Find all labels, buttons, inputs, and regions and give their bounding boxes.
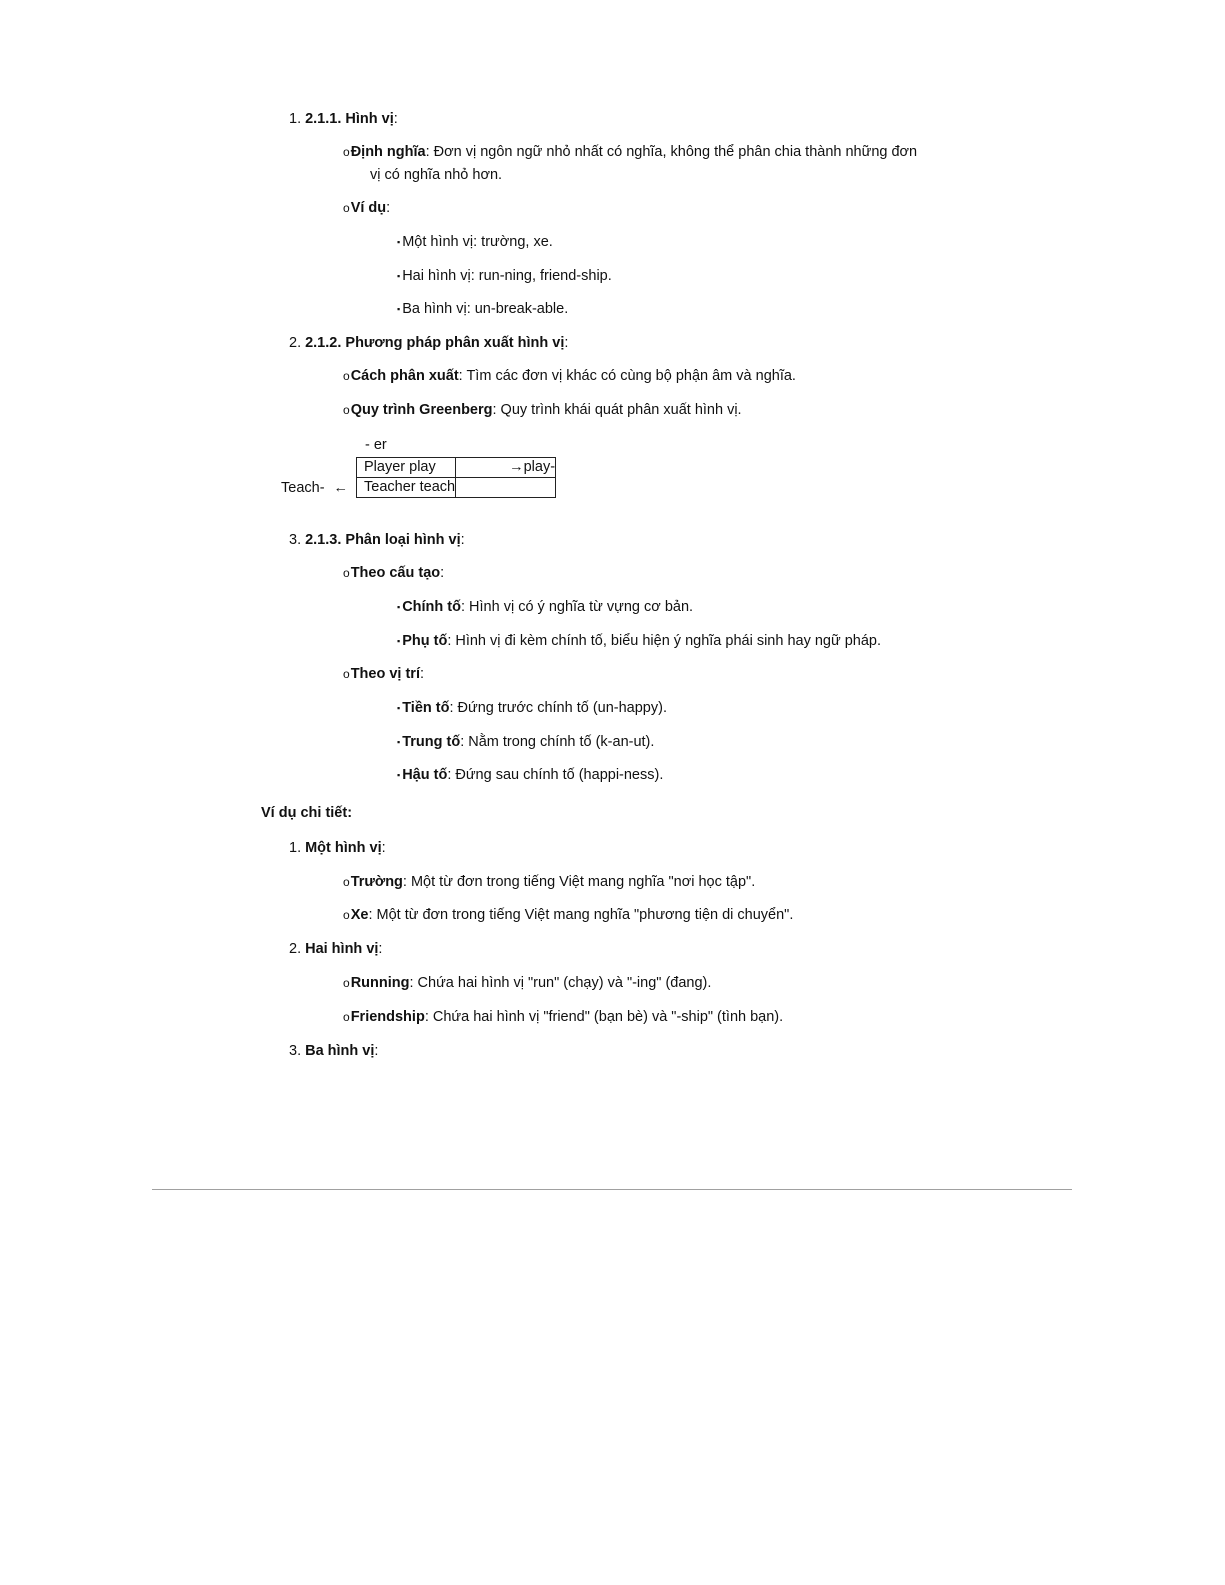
three-morphemes-heading: 3. Ba hình vị: <box>289 1043 379 1059</box>
position-category: oTheo vị trí: <box>343 666 425 682</box>
example-running: oRunning: Chứa hai hình vị "run" (chạy) và "-ing" (đang). <box>343 975 712 991</box>
section-heading-2-1-3: 3. 2.1.3. Phân loại hình vị: <box>289 532 465 548</box>
morpheme-diagram-table <box>356 457 556 498</box>
definition-continuation: vị có nghĩa nhỏ hơn. <box>370 167 503 183</box>
table-cell-word: Player play <box>357 458 456 478</box>
example-item-three: ▪ Ba hình vị: un-break-able. <box>397 301 569 317</box>
right-arrow-icon: → <box>509 459 524 475</box>
definition-item: oĐịnh nghĩa: Đơn vị ngôn ngữ nhỏ nhất có nghĩa, không thể phân chia thành những đơn <box>343 144 918 160</box>
example-item-one: ▪ Một hình vị: trường, xe. <box>397 234 553 250</box>
section-heading-2-1-2: 2. 2.1.2. Phương pháp phân xuất hình vị: <box>289 335 569 351</box>
table-row <box>357 478 556 498</box>
example-friendship: oFriendship: Chứa hai hình vị "friend" (bạn bè) và "-ship" (tình bạn). <box>343 1009 784 1025</box>
suffix-item: ▪ Hậu tố: Đứng sau chính tố (happi-ness). <box>397 767 664 783</box>
table-cell-output: →play- <box>456 458 556 478</box>
affix-item: ▪ Phụ tố: Hình vị đi kèm chính tố, biểu hiện ý nghĩa phái sinh hay ngữ pháp. <box>397 633 882 649</box>
greenberg-item: oQuy trình Greenberg: Quy trình khái quát phân xuất hình vị. <box>343 402 742 418</box>
prefix-item: ▪ Tiền tố: Đứng trước chính tố (un-happy). <box>397 700 667 716</box>
page-break-divider <box>152 1189 1072 1190</box>
structure-category: oTheo cấu tạo: <box>343 565 445 581</box>
diagram-left-label: Teach- ← <box>281 480 349 496</box>
method-item: oCách phân xuất: Tìm các đơn vị khác có cùng bộ phận âm và nghĩa. <box>343 368 796 384</box>
left-arrow-icon: ← <box>333 480 349 496</box>
example-truong: oTrường: Một từ đơn trong tiếng Việt mang nghĩa "nơi học tập". <box>343 874 756 890</box>
table-cell-output <box>456 478 556 498</box>
example-item-two: ▪ Hai hình vị: run-ning, friend-ship. <box>397 268 612 284</box>
detailed-examples-heading: Ví dụ chi tiết: <box>261 805 353 821</box>
table-row <box>357 458 556 478</box>
table-cell-word: Teacher teach <box>357 478 456 498</box>
example-xe: oXe: Một từ đơn trong tiếng Việt mang nghĩa "phương tiện di chuyển". <box>343 907 794 923</box>
two-morphemes-heading: 2. Hai hình vị: <box>289 941 383 957</box>
example-label: oVí dụ: <box>343 200 391 216</box>
infix-item: ▪ Trung tố: Nằm trong chính tố (k-an-ut). <box>397 734 655 750</box>
root-item: ▪ Chính tố: Hình vị có ý nghĩa từ vựng cơ bản. <box>397 599 694 615</box>
diagram-suffix-label: - er <box>365 437 387 453</box>
one-morpheme-heading: 1. Một hình vị: <box>289 840 386 856</box>
section-heading-2-1-1: 1. 2.1.1. Hình vị: <box>289 111 398 127</box>
